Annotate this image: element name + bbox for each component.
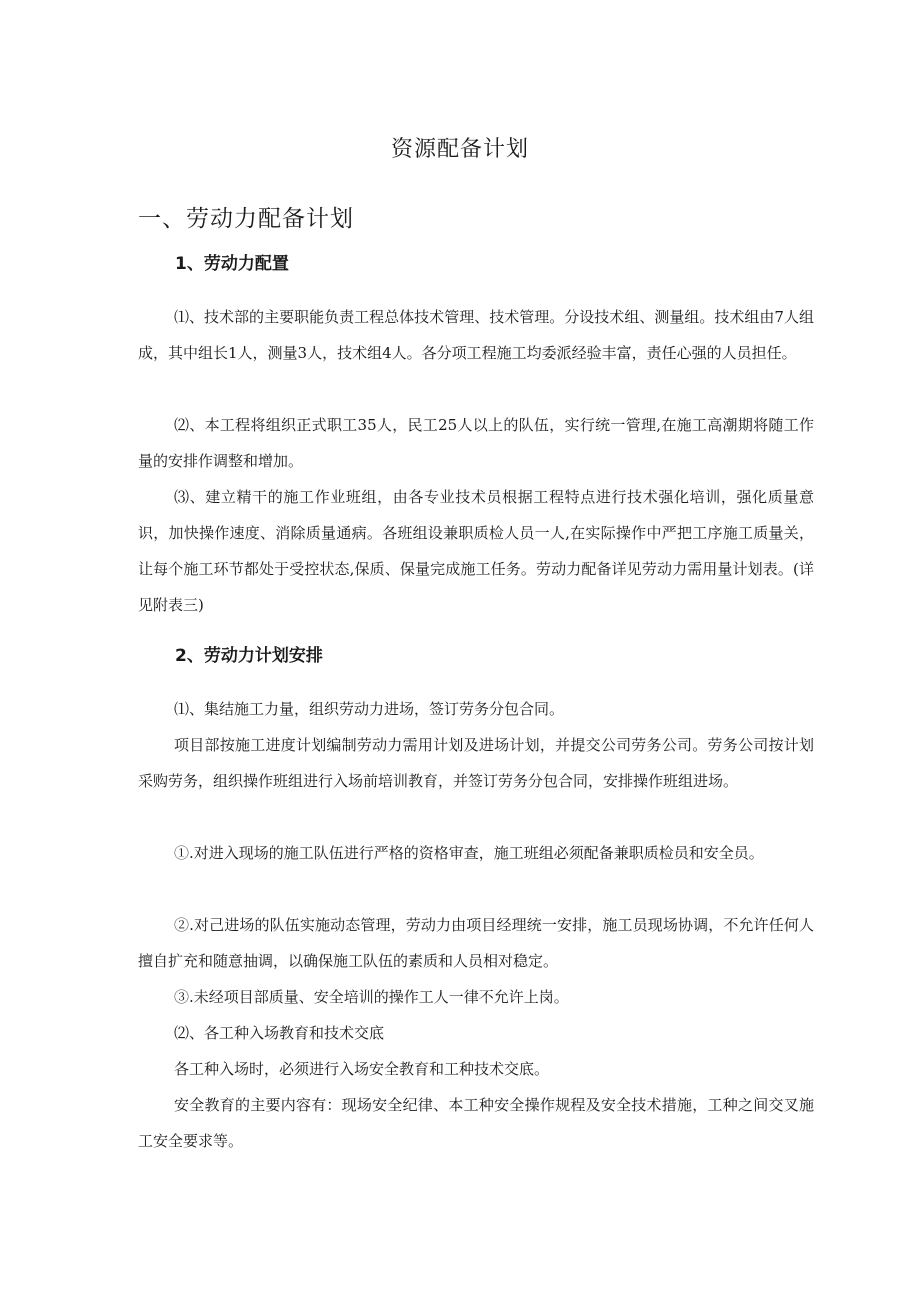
paragraph-training-required: ③.未经项目部质量、安全培训的操作工人一律不允许上岗。: [174, 988, 569, 1006]
section-heading-labor-plan: 一、劳动力配备计划: [138, 206, 354, 232]
paragraph-workforce-size: ⑵、本工程将组织正式职工35人，民工25人以上的队伍，实行统一管理,在施工高潮期将随工作量的安排作调整和增加。: [138, 416, 814, 470]
paragraph-dynamic-management: ②.对己进场的队伍实施动态管理，劳动力由项目经理统一安排，施工员现场协调，不允许任何人擅自扩充和随意抽调，以确保施工队伍的素质和人员相对稳定。: [138, 916, 814, 970]
subsection-heading-labor-schedule: 2、劳动力计划安排: [175, 646, 323, 666]
paragraph-work-teams: ⑶、建立精干的施工作业班组，由各专业技术员根据工程特点进行技术强化培训，强化质量意识，加快操作速度、消除质量通病。各班组设兼职质检人员一人,在实际操作中严把工序施工质量关，让每个施工环节都处于受控状态,保质、保量完成施工任务。劳动力配备详见劳动力需用量计划表。(详见附表三): [138, 488, 814, 614]
paragraph-assemble-forces: ⑴、集结施工力量，组织劳动力进场，签订劳务分包合同。: [174, 700, 565, 718]
paragraph-entry-education-heading: ⑵、各工种入场教育和技术交底: [174, 1024, 385, 1042]
paragraph-qualification-review: ①.对进入现场的施工队伍进行严格的资格审查，施工班组必须配备兼职质检员和安全员。: [174, 844, 764, 862]
paragraph-tech-department: ⑴、技术部的主要职能负责工程总体技术管理、技术管理。分设技术组、测量组。技术组由7人组成，其中组长1人，测量3人，技术组4人。各分项工程施工均委派经验丰富，责任心强的人员担任。: [138, 308, 814, 362]
paragraph-project-plan: 项目部按施工进度计划编制劳动力需用计划及进场计划，并提交公司劳务公司。劳务公司按计划采购劳务，组织操作班组进行入场前培训教育，并签订劳务分包合同，安排操作班组进场。: [138, 736, 814, 790]
paragraph-safety-content: 安全教育的主要内容有：现场安全纪律、本工种安全操作规程及安全技术措施，工种之间交叉施工安全要求等。: [138, 1096, 814, 1150]
document-title: 资源配备计划: [390, 137, 529, 162]
subsection-heading-labor-allocation: 1、劳动力配置: [175, 254, 289, 274]
paragraph-entry-education: 各工种入场时，必须进行入场安全教育和工种技术交底。: [174, 1060, 550, 1078]
